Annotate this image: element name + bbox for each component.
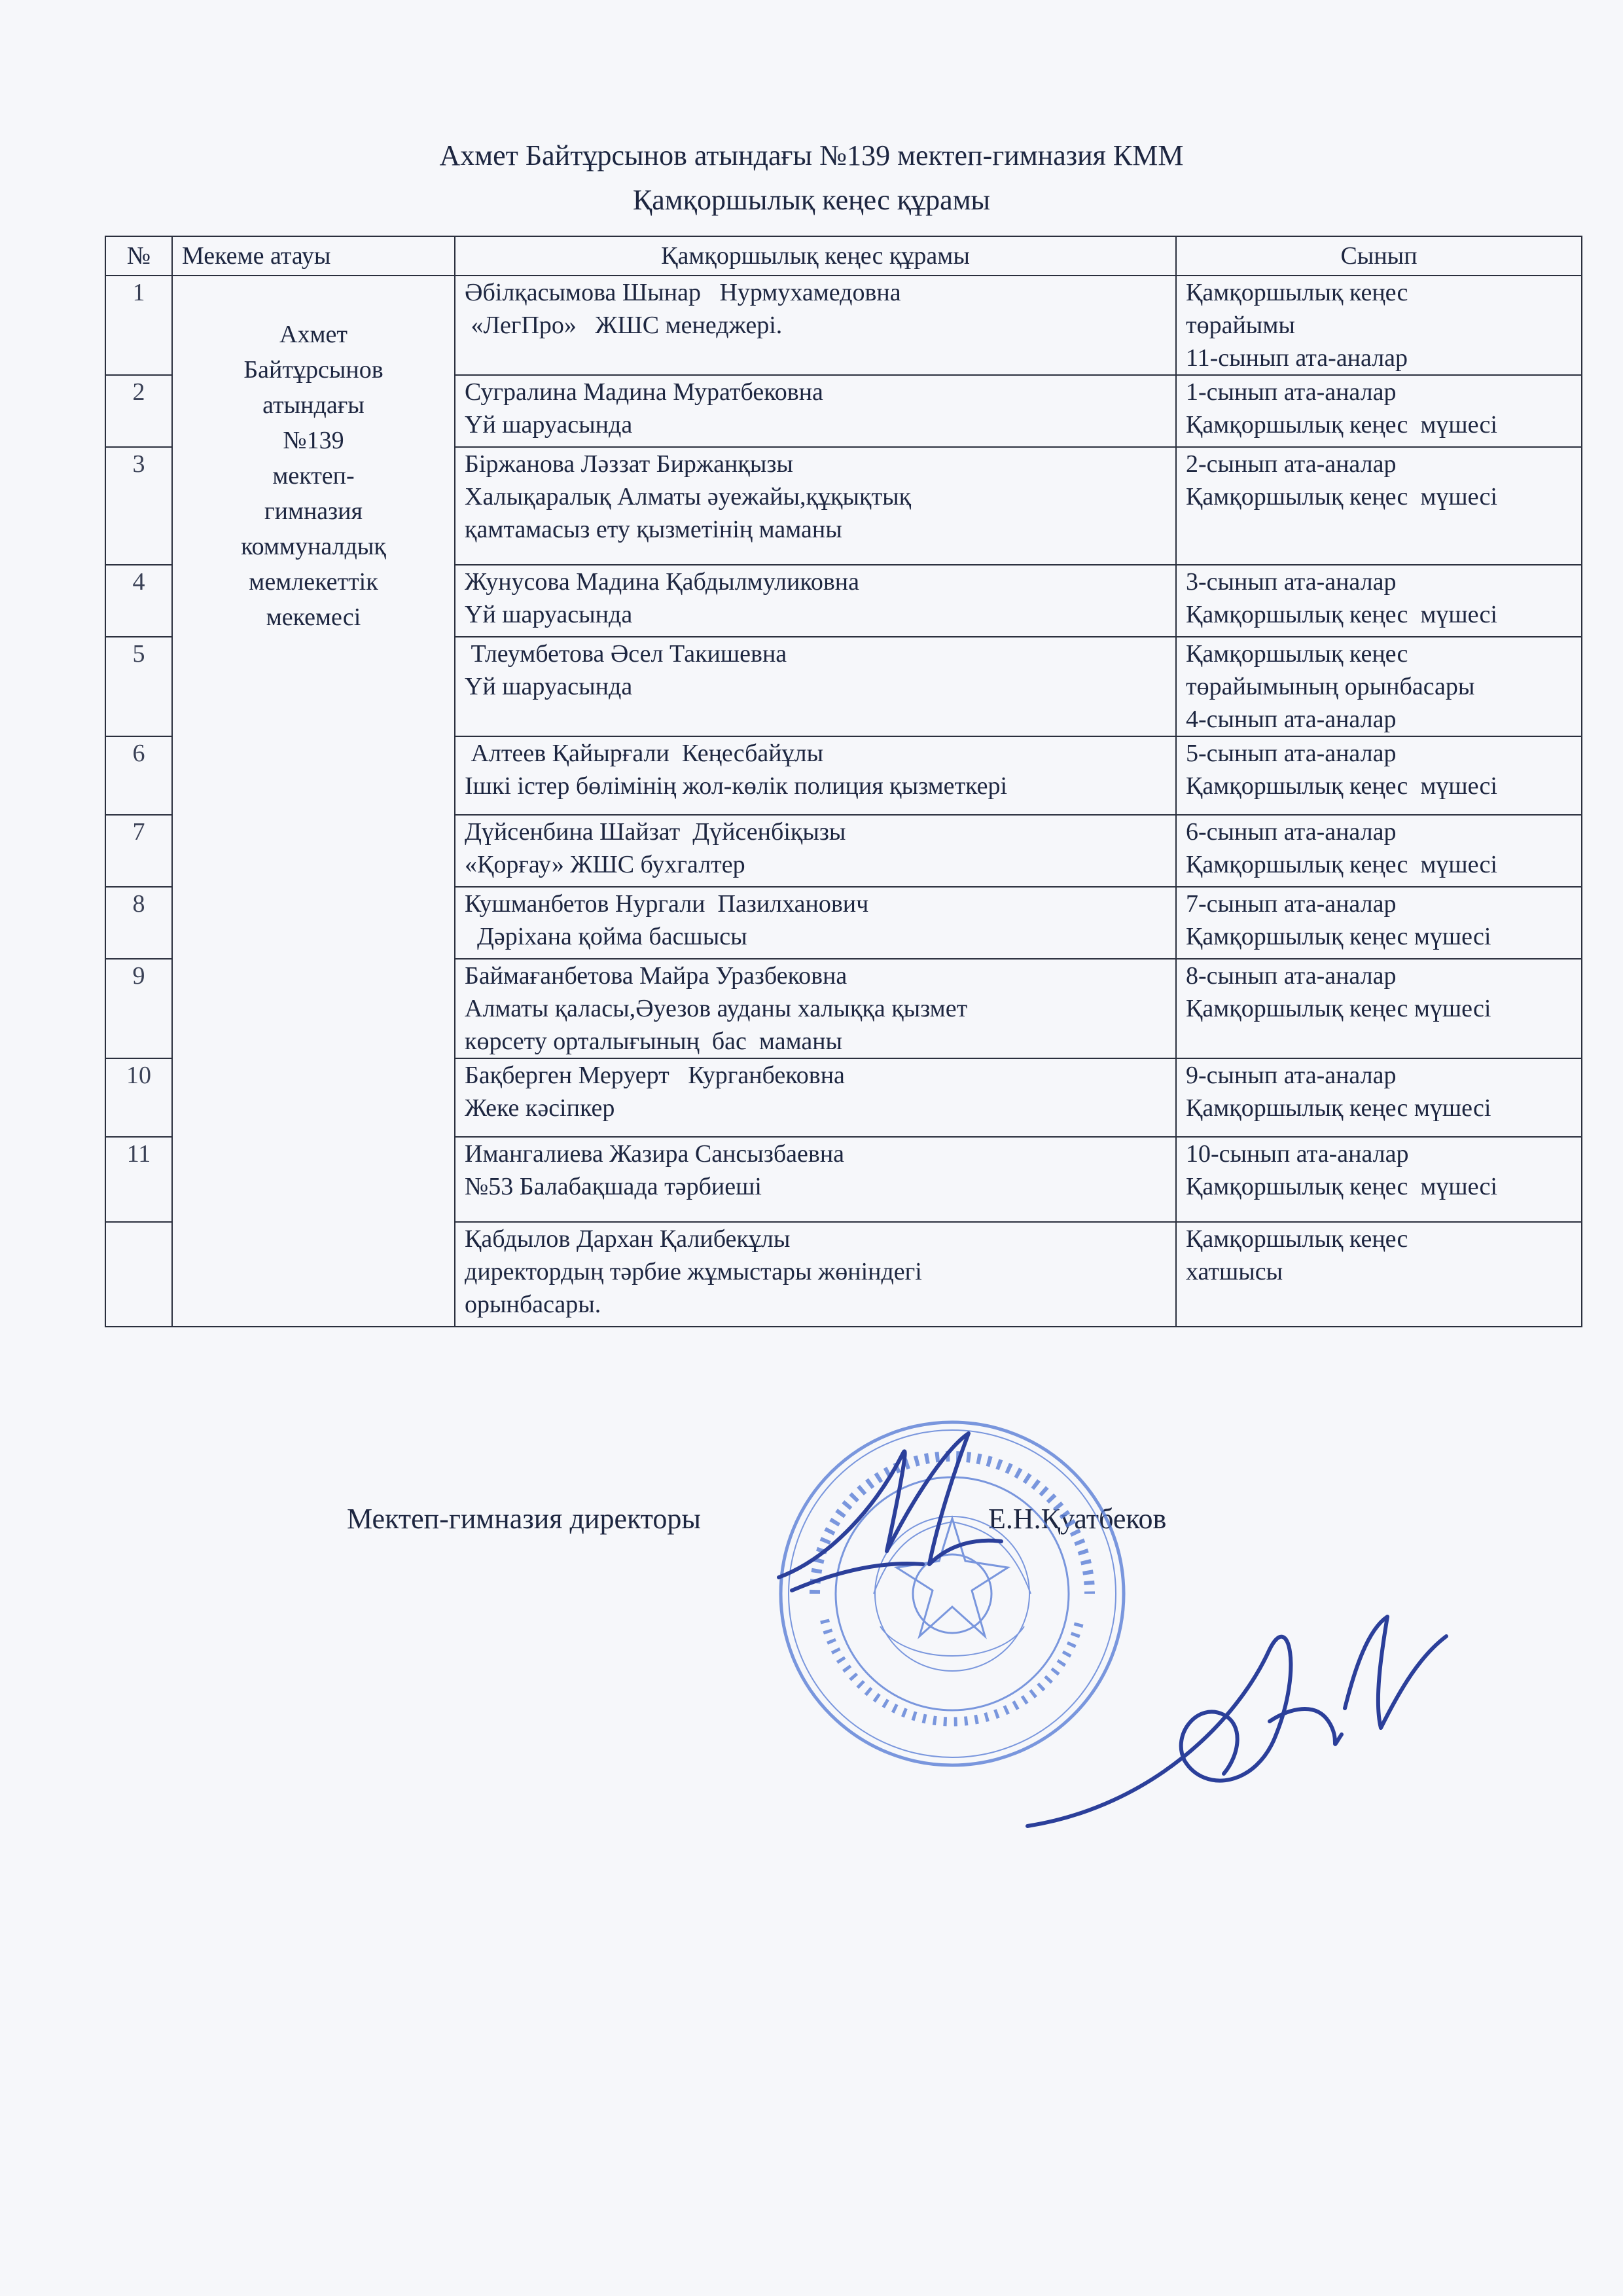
class-role-cell [1176,959,1582,1058]
member-position: Үй шаруасында [465,673,633,700]
row-number: 2 [105,375,172,447]
member-cell [455,1058,1176,1137]
class-role-line: Қамқоршылық кеңес мүшесі [1186,483,1497,511]
secondary-signature [988,1590,1486,1872]
class-role-line: 9-сынып ата-аналар [1186,1062,1397,1089]
class-role-line: 5-сынып ата-аналар [1186,740,1397,767]
row-number: 9 [105,959,172,1058]
member-cell [455,276,1176,375]
class-role-line: Қамқоршылық кеңес мүшесі [1186,923,1491,950]
member-position: қамтамасыз ету қызметінің маманы [465,516,842,543]
member-cell [455,447,1176,565]
member-cell [455,1137,1176,1222]
member-cell [455,815,1176,887]
institution-name-line: мекемесі [266,603,361,631]
member-position: Жеке кәсіпкер [465,1094,615,1122]
member-cell [455,736,1176,815]
institution-name-cell [172,276,455,1327]
class-role-line: Қамқоршылық кеңес мүшесі [1186,601,1497,628]
row-number: 10 [105,1058,172,1137]
member-cell [455,565,1176,637]
class-role-line: 11-сынып ата-аналар [1186,344,1408,372]
class-role-cell [1176,565,1582,637]
document-subtitle: Қамқоршылық кеңес құрамы [632,184,991,216]
class-role-cell [1176,1222,1582,1327]
class-role-line: 10-сынып ата-аналар [1186,1140,1409,1168]
row-number: 4 [105,565,172,637]
member-name: Дүйсенбина Шайзат Дүйсенбіқызы [465,818,846,846]
director-name: Е.Н.Қуатбеков [988,1503,1167,1535]
class-role-cell [1176,736,1582,815]
class-role-line: Қамқоршылық кеңес [1186,279,1408,306]
member-name: Қабдылов Дархан Қалибекұлы [465,1225,791,1253]
member-name: Біржанова Ләззат Биржанқызы [465,450,793,478]
class-role-line: Қамқоршылық кеңес мүшесі [1186,411,1497,439]
class-role-line: төрайымы [1186,312,1295,339]
class-role-line: 2-сынып ата-аналар [1186,450,1397,478]
column-header-institution: Мекеме атауы [172,236,455,276]
class-role-line: Қамқоршылық кеңес [1186,1225,1408,1253]
member-name: Тлеумбетова Әсел Такишевна [465,640,787,668]
table-row [105,276,1582,375]
member-position: Ішкі істер бөлімінің жол-көлік полиция қызметкері [465,772,1008,800]
member-position: Халықаралық Алматы әуежайы,құқықтық [465,483,912,511]
class-role-line: хатшысы [1186,1258,1283,1285]
class-role-cell [1176,375,1582,447]
council-table [105,236,1582,1327]
class-role-line: 7-сынып ата-аналар [1186,890,1397,918]
row-number: 1 [105,276,172,375]
institution-name-line: Байтұрсынов [243,356,383,384]
member-cell [455,637,1176,736]
class-role-line: төрайымының орынбасары [1186,673,1475,700]
class-role-cell [1176,1137,1582,1222]
row-number: 7 [105,815,172,887]
member-cell [455,1222,1176,1327]
institution-name-line: мектеп- [272,462,355,490]
class-role-line: 1-сынып ата-аналар [1186,378,1397,406]
class-role-line: Қамқоршылық кеңес мүшесі [1186,1173,1497,1200]
document-title: Ахмет Байтұрсынов атындағы №139 мектеп-гимназия КММ [439,139,1184,171]
class-role-line: Қамқоршылық кеңес мүшесі [1186,995,1491,1022]
class-role-cell [1176,276,1582,375]
member-cell [455,887,1176,959]
member-position: Дәріхана қойма басшысы [465,923,747,950]
class-role-line: 6-сынып ата-аналар [1186,818,1397,846]
row-number: 11 [105,1137,172,1222]
class-role-line: Қамқоршылық кеңес мүшесі [1186,772,1497,800]
row-number: 5 [105,637,172,736]
class-role-cell [1176,887,1582,959]
table-body [105,276,1582,1327]
member-name: Баймағанбетова Майра Уразбековна [465,962,847,990]
institution-name-line: мемлекеттік [249,568,378,596]
member-name: Жунусова Мадина Қабдылмуликовна [465,568,860,596]
table-header-row [105,236,1582,276]
row-number: 8 [105,887,172,959]
member-cell [455,375,1176,447]
class-role-line: 3-сынып ата-аналар [1186,568,1397,596]
member-position: «Қорғау» ЖШС бухгалтер [465,851,745,878]
class-role-cell [1176,1058,1582,1137]
column-header-class: Сынып [1176,236,1582,276]
director-label: Мектеп-гимназия директоры [347,1503,701,1535]
class-role-cell [1176,815,1582,887]
member-name: Бақберген Меруерт Курганбековна [465,1062,845,1089]
institution-name-line: №139 [283,427,344,454]
member-position: Үй шаруасында [465,601,633,628]
member-name: Имангалиева Жазира Сансызбаевна [465,1140,845,1168]
member-name: Кушманбетов Нургали Пазилханович [465,890,869,918]
member-position: директордың тәрбие жұмыстары жөніндегі [465,1258,922,1285]
member-name: Әбілқасымова Шынар Нурмухамедовна [465,279,901,306]
institution-name-line: Ахмет [279,321,348,348]
institution-name-line: гимназия [264,497,363,525]
class-role-line: Қамқоршылық кеңес мүшесі [1186,851,1497,878]
member-name: Сугралина Мадина Муратбековна [465,378,823,406]
member-position: «ЛегПро» ЖШС менеджері. [465,312,783,339]
column-header-number: № [105,236,172,276]
class-role-line: 8-сынып ата-аналар [1186,962,1397,990]
member-position: №53 Балабақшада тәрбиеші [465,1173,762,1200]
class-role-line: Қамқоршылық кеңес мүшесі [1186,1094,1491,1122]
row-number [105,1222,172,1327]
class-role-cell [1176,447,1582,565]
institution-name-line: атындағы [262,391,365,419]
director-signature [753,1407,1027,1617]
member-name: Алтеев Қайырғали Кеңесбайұлы [465,740,824,767]
column-header-members: Қамқоршылық кеңес құрамы [455,236,1176,276]
class-role-line: Қамқоршылық кеңес [1186,640,1408,668]
class-role-line: 4-сынып ата-аналар [1186,706,1397,733]
institution-name-line: коммуналдық [241,533,386,560]
row-number: 6 [105,736,172,815]
member-position: Үй шаруасында [465,411,633,439]
member-cell [455,959,1176,1058]
member-position: көрсету орталығының бас маманы [465,1028,843,1055]
class-role-cell [1176,637,1582,736]
row-number: 3 [105,447,172,565]
member-position: орынбасары. [465,1291,601,1318]
member-position: Алматы қаласы,Әуезов ауданы халыққа қызмет [465,995,968,1022]
